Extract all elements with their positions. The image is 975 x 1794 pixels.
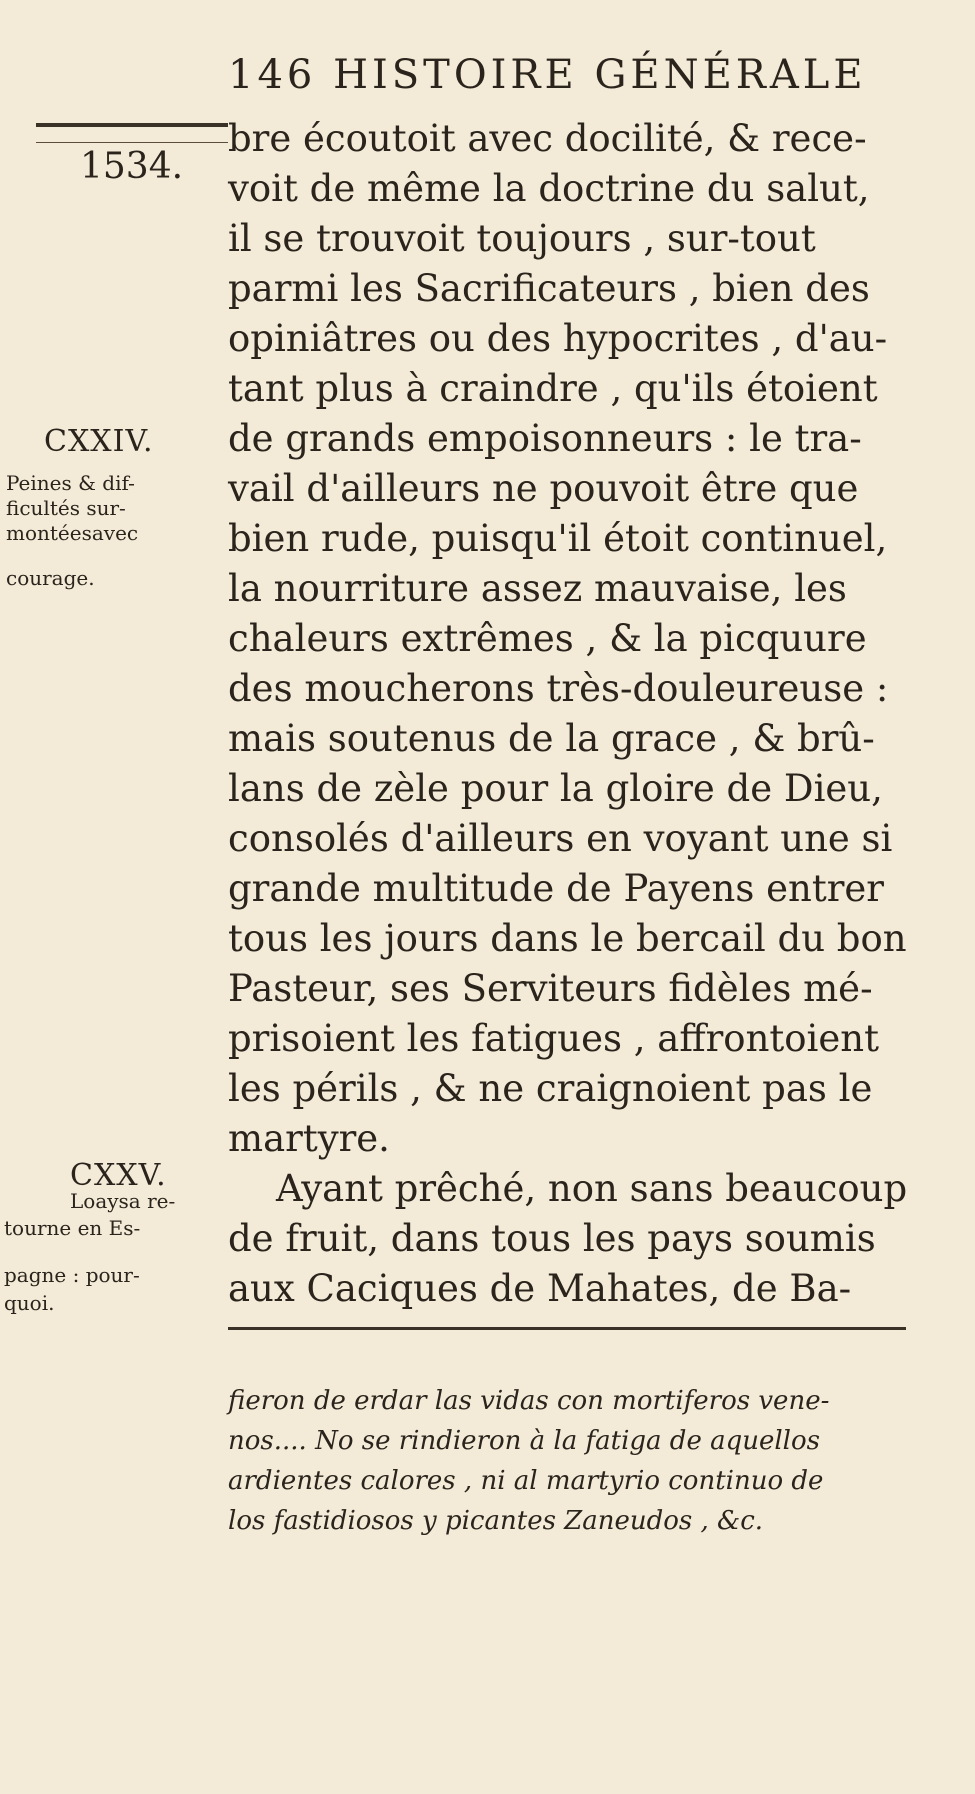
text-line: grande multitude de Payens entrer [228, 867, 884, 910]
text-line: bien rude, puisqu'il étoit continuel, [228, 517, 888, 560]
text-line: consolés d'ailleurs en voyant une si [228, 817, 893, 860]
header-rule-thin [36, 142, 228, 143]
page-header: 146 HISTOIRE GÉNÉRALE [228, 52, 867, 98]
text-line: aux Caciques de Mahates, de Ba- [228, 1267, 852, 1310]
margin-year: 1534. [80, 146, 184, 187]
text-line: Pasteur, ses Serviteurs fidèles mé- [228, 967, 873, 1010]
text-line: lans de zèle pour la gloire de Dieu, [228, 767, 883, 810]
margin-note-line: tourne en Es- [4, 1216, 141, 1240]
text-line: la nourriture assez mauvaise, les [228, 567, 847, 610]
footnote-line: fieron de erdar las vidas con mortiferos vene- [228, 1386, 830, 1416]
margin-note-line: montéesavec [6, 521, 139, 545]
margin-note-line: Loaysa re- [70, 1189, 176, 1213]
text-line: martyre. [228, 1117, 390, 1160]
text-line: mais soutenus de la grace , & brû- [228, 717, 875, 760]
margin-note-line: quoi. [4, 1291, 55, 1315]
text-line: prisoient les fatigues , affrontoient [228, 1017, 879, 1060]
footnote-line: nos.... No se rindieron à la fatiga de aquellos [228, 1426, 820, 1456]
margin-section-number: CXXV. [70, 1158, 167, 1193]
text-line: de grands empoisonneurs : le tra- [228, 417, 862, 460]
text-line: des moucherons très-douleureuse : [228, 667, 889, 710]
margin-note-line: courage. [6, 566, 95, 590]
text-line: il se trouvoit toujours , sur-tout [228, 217, 816, 260]
footnote-line: los fastidiosos y picantes Zaneudos , &c. [228, 1506, 764, 1536]
text-line: tant plus à craindre , qu'ils étoient [228, 367, 878, 410]
text-line: chaleurs extrêmes , & la picquure [228, 617, 867, 660]
margin-section-number: CXXIV. [44, 424, 154, 459]
text-line: bre écoutoit avec docilité, & rece- [228, 117, 867, 160]
text-line: de fruit, dans tous les pays soumis [228, 1217, 876, 1260]
footnote-line: ardientes calores , ni al martyrio continuo de [228, 1466, 824, 1496]
text-line: Ayant prêché, non sans beaucoup [276, 1167, 908, 1210]
margin-note-line: pagne : pour- [4, 1263, 140, 1287]
text-line: vail d'ailleurs ne pouvoit être que [228, 467, 859, 510]
text-line: les périls , & ne craignoient pas le [228, 1067, 873, 1110]
header-rule [36, 123, 228, 127]
text-line: tous les jours dans le bercail du bon [228, 917, 907, 960]
text-line: opiniâtres ou des hypocrites , d'au- [228, 317, 888, 360]
margin-note-line: ficultés sur- [6, 496, 126, 520]
footnote-rule [228, 1327, 906, 1330]
margin-note-line: Peines & dif- [6, 471, 135, 495]
text-line: voit de même la doctrine du salut, [228, 167, 870, 210]
text-line: parmi les Sacrificateurs , bien des [228, 267, 870, 310]
